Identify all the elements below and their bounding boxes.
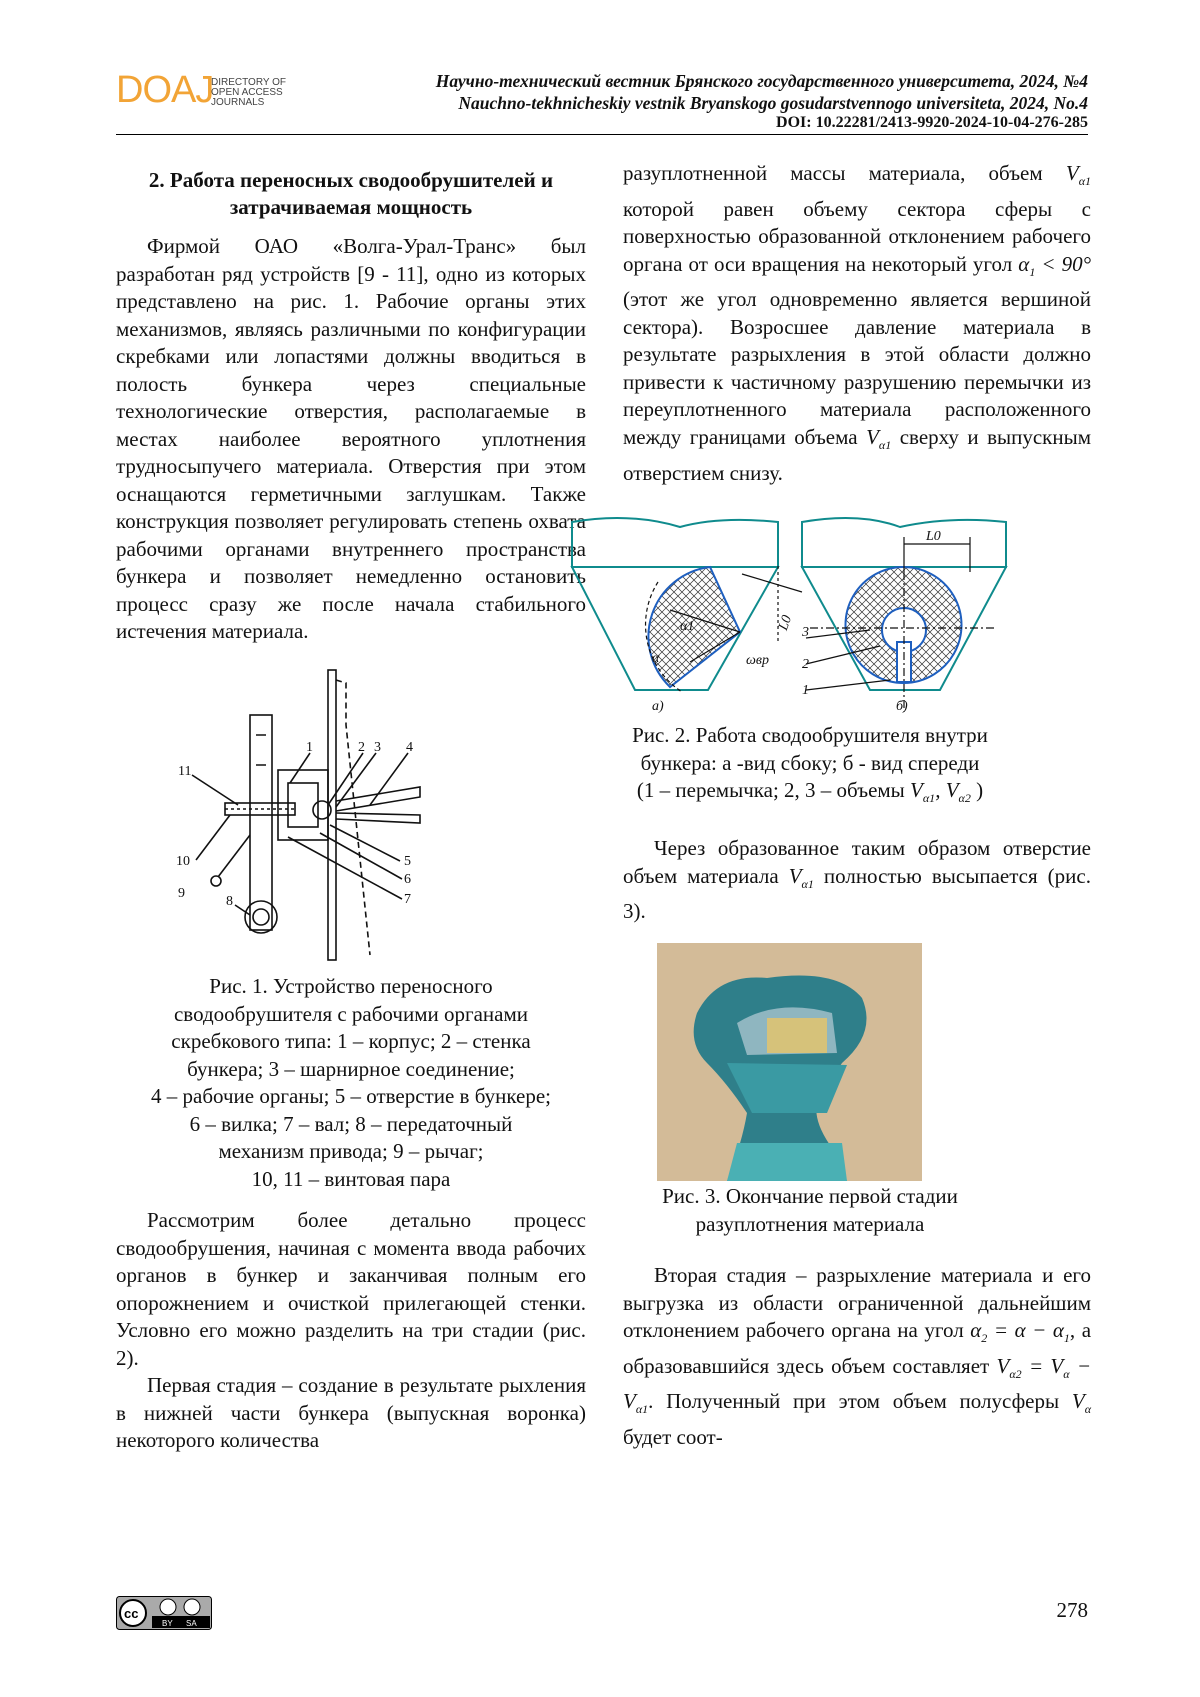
fig2-label-num: 2 [802, 657, 809, 672]
caption-line: Рис. 2. Работа сводообрушителя внутри [632, 723, 988, 747]
journal-title-ru: Научно-технический вестник Брянского государственного университета, 2024, №4 [435, 71, 1088, 91]
math-v-alpha1: $V_{\alpha 1}$ [866, 424, 892, 453]
text-run: разуплотненной массы материала, объем [623, 161, 1043, 185]
math-alpha1-lt-90: $\alpha_1 < 90^\circ$ [1018, 251, 1091, 279]
journal-header [436, 70, 1088, 114]
figure-2-bunker [570, 512, 1010, 722]
fig2-label-b: б) [896, 699, 908, 714]
fig2-label-num: 3 [802, 625, 809, 640]
text-run: будет соот- [623, 1425, 723, 1450]
paragraph: Рассмотрим более детально процесс сводообрушения, начиная с момента ввода рабочих органов в бункер и заканчивая полным его опорожнением и очисткой прилегающей стенки. Условно его можно разделить на три стадии (рис. 2). [116, 1208, 586, 1370]
caption-line: Рис. 1. Устройство переносного [209, 974, 493, 998]
fig2-label-alpha1: α1 [680, 619, 695, 634]
header-rule [116, 134, 1088, 135]
right-paragraph-2 [623, 835, 1091, 926]
fig2-label-num: 1 [802, 683, 809, 698]
caption-line: бункера; 3 – шарнирное соединение; [187, 1056, 515, 1081]
figure-3-caption [600, 1183, 1020, 1238]
fig1-label: 5 [404, 854, 411, 869]
fig1-label: 8 [226, 894, 233, 909]
fig1-label: 11 [178, 764, 192, 779]
fig1-label: 2 [358, 740, 365, 755]
right-paragraph-1 [623, 160, 1091, 487]
left-paragraph-2 [116, 1207, 586, 1455]
math-v-alpha1: $V_{\alpha 1}$ [1065, 161, 1091, 189]
caption-line: Рис. 3. Окончание первой стадии [662, 1184, 958, 1208]
caption-line: 10, 11 – винтовая пара [251, 1166, 451, 1191]
caption-text: (1 – перемычка; 2, 3 – объемы [636, 778, 905, 802]
left-paragraph-1 [116, 233, 586, 646]
text-run: Через образованное таким образом отверстие объем материала [623, 836, 1091, 888]
text-run: Вторая стадия – разрыхление материала и его выгрузка из области ограниченной дальнейшим отклонением рабочего органа на угол [623, 1263, 1091, 1342]
caption-line: бункера: а -вид сбоку; б - вид спереди [640, 750, 980, 775]
doi: DOI: 10.22281/2413-9920-2024-10-04-276-285 [776, 114, 1088, 131]
fig2-label-l0: L0 [776, 613, 796, 633]
figure-1-device [170, 665, 430, 965]
fig1-label: 6 [404, 872, 411, 887]
math-alpha2: $\alpha_2 = \alpha - \alpha_1$ [970, 1318, 1070, 1346]
fig1-label: 10 [176, 854, 190, 869]
math-v-alpha1: $V_{\alpha 1}$ [788, 863, 814, 891]
figure-2-caption [600, 722, 1020, 813]
logo-sub-line: JOURNALS [211, 97, 265, 108]
text-run: (этот же угол одновременно является вершиной сектора). Возросшее давление материала в результате разрыхления в этой области должно привести к частичному разрушению перемычки из переуплотненного материала расположенного между границами объема [623, 287, 1091, 449]
by-icon: BY [162, 1619, 173, 1628]
section-title: 2. Работа переносных сводообрушителей и затрачиваемая мощность [148, 168, 554, 219]
logo-sub-line: DIRECTORY OF [211, 77, 287, 88]
caption-line: разуплотнения материала [695, 1211, 925, 1236]
fig1-label: 7 [404, 892, 411, 907]
doaj-logo-sub [211, 78, 286, 108]
sa-icon: SA [186, 1619, 197, 1628]
cc-by-sa-license [116, 1596, 212, 1630]
page-number: 278 [1056, 1598, 1088, 1622]
math-v-alpha: $V_\alpha$ [1071, 1389, 1092, 1417]
doaj-logo-word: DOAJ [116, 69, 214, 111]
fig2-label-omega: ωвр [746, 653, 769, 668]
figure-1-caption [96, 973, 606, 1193]
text-run: которой равен объему сектора сферы с поверхностью образованной отклонением рабочего органа от оси вращения на некоторый угол [623, 196, 1091, 276]
doaj-logo [116, 70, 286, 116]
caption-line: скребкового типа: 1 – корпус; 2 – стенка [171, 1029, 531, 1053]
fig2-label-alpha: α [652, 651, 660, 666]
fig2-label-a: а) [652, 699, 664, 714]
text-run: . Полученный при этом объем полусферы [648, 1389, 1060, 1414]
caption-line: механизм привода; 9 – рычаг; [218, 1139, 484, 1163]
text-run: , а образовавшийся здесь объем составляет [623, 1318, 1092, 1378]
figure-3-photo [657, 943, 922, 1181]
right-paragraph-3 [623, 1262, 1091, 1452]
paragraph: Фирмой ОАО «Волга-Урал-Транс» был разработан ряд устройств [9 - 11], одно из которых представлено на рис. 1. Рабочие органы этих механизмов, являясь различными по конфигурации скребками или лопастями должны вводиться в полость бункера через специальные технологические отверстия, располагаемые в местах наиболее вероятного уплотнения трудносыпучего материала. Отверстия при этом оснащаются герметичными заглушкам. Также конструкция позволяет регулировать степень охвата рабочими органами внутреннего пространства бункера и позволяет немедленно остановить процесс сразу же после начала стабильного истечения материала. [116, 234, 586, 643]
caption-line: 4 – рабочие органы; 5 – отверстие в бункере; [151, 1084, 551, 1108]
caption-line: (1 – перемычка; 2, 3 – объемы $V_{\alpha 1}$, $V_{\alpha 2}$ ) [636, 778, 984, 806]
fig2-label-l0: L0 [926, 529, 941, 544]
journal-title-en: Nauchno-tekhnicheskiy vestnik Bryanskogo gosudarstvennogo universiteta, 2024, No.4 [458, 93, 1088, 113]
fig1-label: 1 [306, 740, 313, 755]
caption-line: сводообрушителя с рабочими органами [173, 1001, 528, 1026]
fig1-label: 9 [178, 886, 185, 901]
fig1-label: 3 [374, 740, 381, 755]
text-run: полностью высыпается (рис. 3). [623, 863, 1091, 924]
text-run: сверху и выпускным отверстием снизу. [623, 424, 1092, 485]
math-v-alpha2: $V_{\alpha 2} = V_\alpha - V_{\alpha 1}$ [623, 1353, 1092, 1417]
caption-line: 6 – вилка; 7 – вал; 8 – передаточный [189, 1111, 513, 1136]
cc-icon: cc [124, 1606, 139, 1621]
fig1-label: 4 [406, 740, 413, 755]
logo-sub-line: OPEN ACCESS [211, 87, 283, 98]
paragraph: Первая стадия – создание в результате рыхления в нижней части бункера (выпускная воронка) некоторого количества [116, 1373, 586, 1452]
